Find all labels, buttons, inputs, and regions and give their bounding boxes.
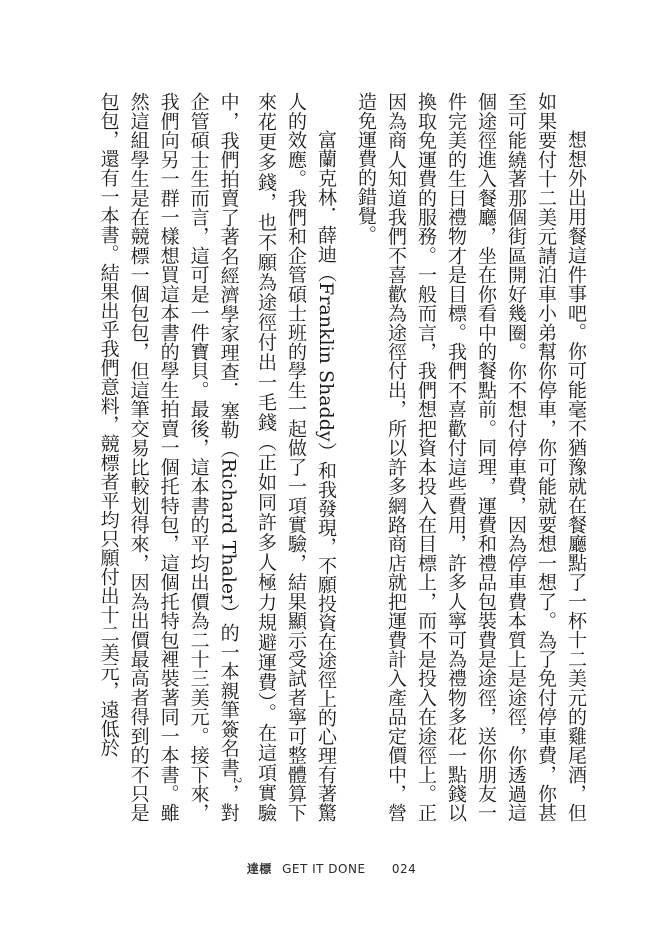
page-number: 024 [391,862,417,876]
footer-book-title: 達標 [246,862,272,876]
page-footer [0,860,663,877]
paragraph-1: 想想外出用餐這件事吧。你可能毫不猶豫就在餐廳點了一杯十二美元的雞尾酒，但如果要付十二美元請泊車小弟幫你停車，你可能就要想一想了。為了免付停車費，你甚至可能繞著那個街區開好幾圈。你不想付停車費，因為停車費本質上是途徑，你透過這個途徑進入餐廳，坐在你看中的餐點前。同理，運費和禮品包裝費是途徑，送你朋友一件完美的生日禮物才是目標。我們不喜歡付這些費用，許多人寧可為禮物多花一點錢以換取免運費的服務。一般而言，我們想把資本投入在目標上，而不是投入在途徑上。正因為商人知道我們不喜歡為途徑付出，所以許多網路商店就把運費計入產品定價中，營造免運費的錯覺。 [355,92,587,822]
paragraph-2-part-2: ，對企管碩士生而言，這可是一件寶貝。最後，這本書的平均出價為二十三美元。接下來，我們向另一群一樣想買這本書的學生拍賣一個托特包，這個托特包裡裝著同一本書。雖然這組學生是在競標一個包包，但這筆交易比較划得來，因為出價最高者得到的不只是包包，還有一本書。結果出乎我們意料，競標者平均只願付出十二美元，遠低於 [97,92,240,822]
body-text [71,92,591,822]
footnote-marker: 2 [231,777,242,784]
paragraph-2-part-1: 富蘭克林．薛迪（Franklin Shaddy）和我發現，不願投資在途徑上的心理有著驚人的效應。我們和企管碩士班的學生一起做了一項實驗，結果顯示受試者寧可整體算下來花更多錢，也不願為途徑付出一毛錢（正如同許多人極力規避運費）。在這項實驗中，我們拍賣了著名經濟學家理查．塞勒（Richard Thaler）的一本親筆簽名書 [217,92,337,822]
footer-series-title: GET IT DONE [282,862,366,876]
paragraph-2 [94,92,341,822]
